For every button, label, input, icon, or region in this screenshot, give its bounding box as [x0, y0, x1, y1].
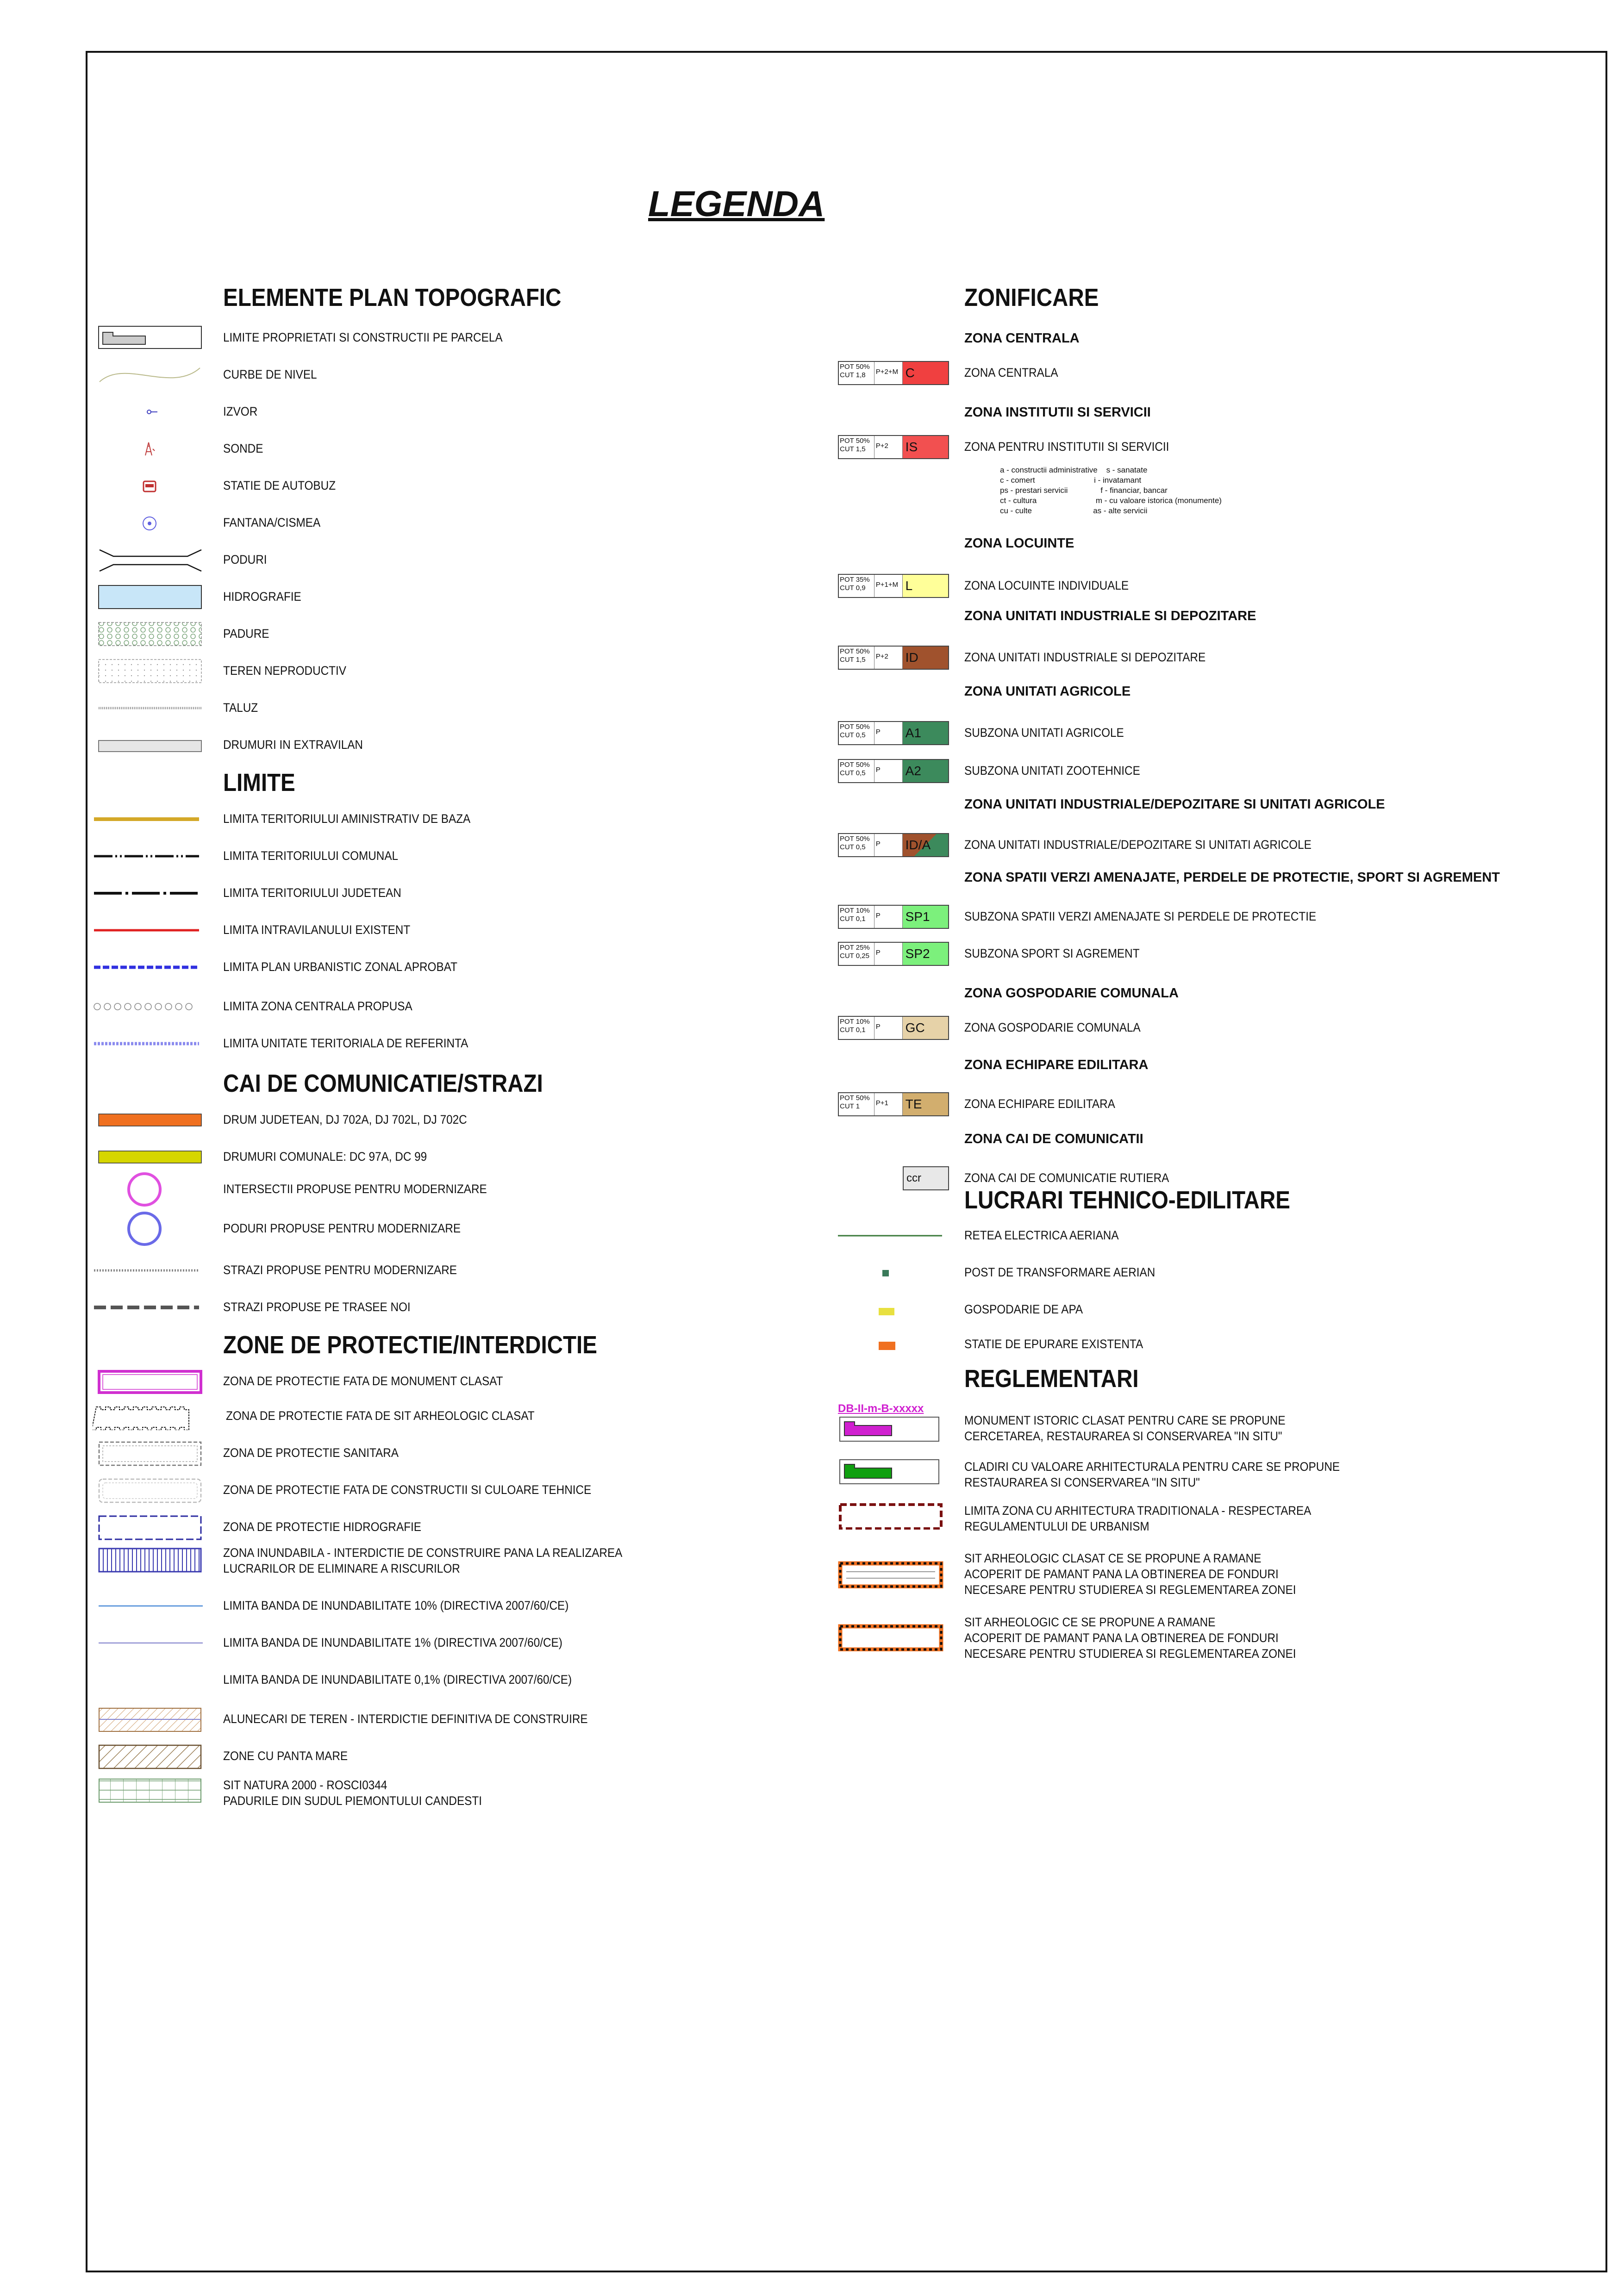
spring-icon [97, 398, 204, 426]
legend-label: CLADIRI CU VALOARE ARHITECTURALA PENTRU CARE SE PROPUNE [964, 1460, 1340, 1474]
legend-label: STATIE DE AUTOBUZ [223, 479, 336, 492]
legend-label-line2: REGULAMENTULUI DE URBANISM [964, 1519, 1149, 1533]
legend-label: SONDE [223, 442, 263, 455]
cut-value: CUT 1 [840, 1102, 860, 1110]
zone-indicators [839, 722, 874, 744]
height-regime: P+1 [874, 1093, 903, 1115]
zone-label: ZONA GOSPODARIE COMUNALA [964, 1020, 1141, 1034]
pot-value: POT 25% [840, 944, 870, 952]
zone-code: L [903, 575, 948, 597]
technical-corridor-icon [97, 1476, 204, 1504]
zone-label: SUBZONA UNITATI AGRICOLE [964, 726, 1124, 740]
legend-label: SIT NATURA 2000 - ROSCI0344 [223, 1778, 387, 1792]
heading-lucrari: LUCRARI TEHNICO-EDILITARE [964, 1186, 1290, 1214]
pot-value: POT 10% [840, 907, 870, 915]
zone-group-title: ZONA LOCUINTE [964, 536, 1074, 551]
zone-code: A1 [903, 722, 948, 744]
zone-indicators [839, 362, 874, 384]
zone-group-title: ZONA CAI DE COMUNICATII [964, 1132, 1143, 1146]
legend-label: ZONA INUNDABILA - INTERDICTIE DE CONSTRUIRE PANA LA REALIZAREA [223, 1546, 623, 1560]
landslide-icon [97, 1705, 204, 1733]
puz-limit-line-icon [93, 953, 199, 981]
classified-site-icon [838, 1561, 944, 1588]
zone-group-title: ZONA UNITATI INDUSTRIALE SI DEPOZITARE [964, 609, 1256, 623]
zone-group-title: ZONA ECHIPARE EDILITARA [964, 1058, 1149, 1072]
pot-value: POT 50% [840, 363, 870, 371]
legend-label: ZONA DE PROTECTIE SANITARA [223, 1446, 399, 1460]
legend-label: PADURE [223, 627, 269, 641]
legend-label: TEREN NEPRODUCTIV [223, 664, 346, 678]
legend-label: ALUNECARI DE TEREN - INTERDICTIE DEFINITIVA DE CONSTRUIRE [223, 1712, 588, 1726]
treatment-plant-icon [838, 1331, 944, 1358]
legend-label: ZONA DE PROTECTIE FATA DE MONUMENT CLASAT [223, 1374, 503, 1388]
cut-value: CUT 0,9 [840, 584, 866, 592]
power-line-icon [838, 1222, 944, 1250]
monument-protection-icon [97, 1368, 204, 1395]
zone-label: ZONA LOCUINTE INDIVIDUALE [964, 579, 1129, 592]
zone-code: ccr [904, 1167, 948, 1189]
oil-well-icon [97, 435, 204, 463]
zone-code: ID/A [903, 834, 948, 856]
legend-label: FANTANA/CISMEA [223, 516, 321, 529]
zone-code-box [838, 646, 949, 670]
zone-group-title: ZONA UNITATI AGRICOLE [964, 684, 1131, 699]
traditional-zone-icon [838, 1502, 944, 1530]
pot-value: POT 50% [840, 1094, 870, 1102]
service-code-note: cu - culte as - alte servicii [1000, 506, 1148, 515]
county-road-icon [97, 1106, 204, 1134]
zone-label: ZONA CAI DE COMUNICATIE RUTIERA [964, 1171, 1169, 1185]
legend-label: HIDROGRAFIE [223, 590, 301, 604]
zone-label: SUBZONA UNITATI ZOOTEHNICE [964, 764, 1140, 778]
service-code-note: c - comert i - invatamant [1000, 476, 1142, 485]
hydrography-icon [97, 583, 204, 611]
cut-value: CUT 1,5 [840, 445, 866, 453]
zone-code-box [838, 759, 949, 783]
steep-slope-icon [97, 1742, 204, 1770]
legend-label: LIMITA ZONA CENTRALA PROPUSA [223, 999, 412, 1013]
county-limit-line-icon [93, 879, 199, 907]
height-regime: P+2 [874, 436, 903, 458]
zone-group-title: ZONA INSTITUTII SI SERVICII [964, 405, 1151, 420]
legend-label: LIMITA ZONA CU ARHITECTURA TRADITIONALA - RESPECTAREA [964, 1504, 1312, 1518]
legend-title: LEGENDA [648, 183, 825, 224]
flood-10-line-icon [97, 1592, 204, 1620]
zone-group-title: ZONA CENTRALA [964, 331, 1080, 346]
sanitary-protection-icon [97, 1439, 204, 1467]
legend-label: PODURI PROPUSE PENTRU MODERNIZARE [223, 1221, 461, 1235]
unproductive-land-icon [97, 657, 204, 685]
legend-label: PODURI [223, 553, 267, 566]
cut-value: CUT 0,5 [840, 731, 866, 739]
cut-value: CUT 0,1 [840, 1026, 866, 1034]
legend-label: LIMITA PLAN URBANISTIC ZONAL APROBAT [223, 960, 457, 974]
cut-value: CUT 1,5 [840, 656, 866, 664]
service-code-note: a - constructii administrative s - sanatate [1000, 466, 1148, 474]
legend-label: SIT ARHEOLOGIC CE SE PROPUNE A RAMANE [964, 1615, 1216, 1629]
zone-indicators [839, 834, 874, 856]
zone-indicators [839, 943, 874, 965]
legend-label: DRUMURI COMUNALE: DC 97A, DC 99 [223, 1150, 427, 1164]
architectural-building-icon [838, 1458, 944, 1486]
height-regime: P+2 [874, 647, 903, 669]
zone-code: SP2 [903, 943, 948, 965]
legend-label: LIMITA BANDA DE INUNDABILITATE 0,1% (DIRECTIVA 2007/60/CE) [223, 1673, 572, 1686]
zone-code: GC [903, 1017, 948, 1039]
pot-value: POT 50% [840, 761, 870, 769]
slope-icon [97, 694, 204, 722]
legend-label-line2: CERCETAREA, RESTAURAREA SI CONSERVAREA "IN SITU" [964, 1429, 1282, 1443]
heading-zonificare: ZONIFICARE [964, 284, 1099, 311]
cut-value: CUT 1,8 [840, 371, 866, 379]
bridge-icon [97, 546, 204, 574]
legend-label: LIMITE PROPRIETATI SI CONSTRUCTII PE PARCELA [223, 330, 503, 344]
zone-indicators [839, 1093, 874, 1115]
commune-limit-line-icon [93, 842, 199, 870]
zone-group-title: ZONA UNITATI INDUSTRIALE/DEPOZITARE SI UNITATI AGRICOLE [964, 797, 1385, 812]
legend-label: STATIE DE EPURARE EXISTENTA [964, 1337, 1143, 1351]
legend-label-line3: NECESARE PENTRU STUDIEREA SI REGLEMENTAREA ZONEI [964, 1583, 1296, 1597]
pot-value: POT 10% [840, 1018, 870, 1026]
legend-label: ZONE CU PANTA MARE [223, 1749, 348, 1763]
cut-value: CUT 0,25 [840, 952, 869, 960]
legend-label: LIMITA TERITORIULUI AMINISTRATIV DE BAZA [223, 812, 471, 826]
zone-code: ID [903, 647, 948, 669]
zone-code-box [838, 435, 949, 459]
legend-label: DRUMURI IN EXTRAVILAN [223, 738, 363, 752]
transformer-icon [838, 1259, 944, 1287]
new-street-line-icon [93, 1294, 199, 1321]
legend-label-line2: PADURILE DIN SUDUL PIEMONTULUI CANDESTI [223, 1794, 482, 1808]
archaeological-site-icon [838, 1624, 944, 1651]
service-code-note: ct - cultura m - cu valoare istorica (monumente) [1000, 496, 1222, 505]
legend-label: STRAZI PROPUSE PENTRU MODERNIZARE [223, 1263, 457, 1277]
intersection-circle-icon [97, 1171, 204, 1208]
legend-label-line3: NECESARE PENTRU STUDIEREA SI REGLEMENTAREA ZONEI [964, 1647, 1296, 1661]
legend-label: DRUM JUDETEAN, DJ 702A, DJ 702L, DJ 702C [223, 1113, 467, 1126]
cut-value: CUT 0,5 [840, 843, 866, 851]
legend-label: LIMITA BANDA DE INUNDABILITATE 1% (DIRECTIVA 2007/60/CE) [223, 1636, 562, 1649]
zone-indicators [839, 760, 874, 782]
legend-label: STRAZI PROPUSE PE TRASEE NOI [223, 1300, 411, 1314]
zone-indicators [839, 1017, 874, 1039]
zone-label: ZONA CENTRALA [964, 366, 1058, 380]
zone-indicators [839, 436, 874, 458]
cut-value: CUT 0,5 [840, 769, 866, 777]
legend-label: INTERSECTII PROPUSE PENTRU MODERNIZARE [223, 1182, 487, 1196]
zone-label: ZONA ECHIPARE EDILITARA [964, 1097, 1115, 1111]
bus-stop-icon [97, 472, 204, 500]
hydro-protection-icon [97, 1513, 204, 1541]
height-regime: P [874, 760, 903, 782]
zone-code-box [838, 905, 949, 929]
legend-label: LIMITA TERITORIULUI COMUNAL [223, 849, 399, 863]
legend-label: SIT ARHEOLOGIC CLASAT CE SE PROPUNE A RAMANE [964, 1551, 1262, 1565]
legend-label: TALUZ [223, 701, 258, 715]
rural-road-icon [97, 731, 204, 759]
legend-label: ZONA DE PROTECTIE FATA DE SIT ARHEOLOGIC CLASAT [226, 1409, 535, 1423]
zone-indicators [839, 647, 874, 669]
zone-code-box [838, 721, 949, 745]
monument-code: DB-II-m-B-xxxxx [838, 1402, 924, 1415]
zone-indicators [839, 906, 874, 928]
natura2000-icon [97, 1776, 204, 1804]
zone-code-box [838, 361, 949, 385]
legend-label: GOSPODARIE DE APA [964, 1302, 1083, 1316]
archaeological-protection-icon [93, 1402, 199, 1430]
monument-icon [838, 1415, 944, 1443]
zone-indicators [839, 575, 874, 597]
zone-label: ZONA UNITATI INDUSTRIALE SI DEPOZITARE [964, 650, 1206, 664]
legend-label: LIMITA TERITORIULUI JUDETEAN [223, 886, 401, 900]
legend-label-line2: ACOPERIT DE PAMANT PANA LA OBTINEREA DE FONDURI [964, 1631, 1279, 1645]
height-regime: P+2+M [874, 362, 903, 384]
water-facility-icon [838, 1296, 944, 1324]
forest-icon [97, 620, 204, 648]
heading-limite: LIMITE [223, 769, 295, 796]
flood-1-line-icon [97, 1629, 204, 1657]
zone-group-title: ZONA GOSPODARIE COMUNALA [964, 986, 1179, 1001]
legend-label-line2: ACOPERIT DE PAMANT PANA LA OBTINEREA DE FONDURI [964, 1567, 1279, 1581]
legend-label-line2: LUCRARILOR DE ELIMINARE A RISCURILOR [223, 1562, 460, 1575]
legend-label: POST DE TRANSFORMARE AERIAN [964, 1265, 1156, 1279]
height-regime: P+1+M [874, 575, 903, 597]
legend-label: LIMITA INTRAVILANULUI EXISTENT [223, 923, 411, 937]
zone-code-box [838, 942, 949, 966]
flood-zone-icon [97, 1546, 204, 1574]
legend-label: ZONA DE PROTECTIE HIDROGRAFIE [223, 1520, 421, 1534]
commune-road-icon [97, 1143, 204, 1171]
zone-code: C [903, 362, 948, 384]
parcel-boundary-icon [97, 324, 204, 352]
contour-line-icon [97, 361, 204, 389]
pot-value: POT 50% [840, 437, 870, 445]
street-modernize-line-icon [93, 1257, 199, 1284]
heading-reglementari: REGLEMENTARI [964, 1365, 1139, 1393]
zone-label: ZONA PENTRU INSTITUTII SI SERVICII [964, 440, 1169, 454]
zone-code-box [838, 1016, 949, 1040]
zone-code-box [838, 833, 949, 857]
zone-code-box [838, 574, 949, 598]
pot-value: POT 50% [840, 723, 870, 731]
height-regime: P [874, 943, 903, 965]
legend-label: LIMITA UNITATE TERITORIALA DE REFERINTA [223, 1036, 468, 1050]
height-regime: P [874, 834, 903, 856]
bridge-circle-icon [97, 1210, 204, 1247]
flood-01-line-icon [97, 1666, 204, 1694]
zone-code-box [838, 1092, 949, 1116]
legend-label: ZONA DE PROTECTIE FATA DE CONSTRUCTII SI CULOARE TEHNICE [223, 1483, 592, 1497]
height-regime: P [874, 906, 903, 928]
zone-label: ZONA UNITATI INDUSTRIALE/DEPOZITARE SI UNITATI AGRICOLE [964, 838, 1312, 852]
pot-value: POT 50% [840, 647, 870, 655]
utr-limit-line-icon [93, 1030, 199, 1058]
heading-cai: CAI DE COMUNICATIE/STRAZI [223, 1070, 543, 1097]
zone-label: SUBZONA SPATII VERZI AMENAJATE SI PERDELE DE PROTECTIE [964, 909, 1317, 923]
heading-topo: ELEMENTE PLAN TOPOGRAFIC [223, 284, 562, 311]
zone-code-box [903, 1166, 949, 1190]
cut-value: CUT 0,1 [840, 915, 866, 923]
height-regime: P [874, 1017, 903, 1039]
legend-label: RETEA ELECTRICA AERIANA [964, 1228, 1119, 1242]
admin-limit-line-icon [93, 805, 199, 833]
zone-code: SP1 [903, 906, 948, 928]
legend-label: LIMITA BANDA DE INUNDABILITATE 10% (DIRECTIVA 2007/60/CE) [223, 1599, 569, 1612]
zone-code: A2 [903, 760, 948, 782]
legend-label: CURBE DE NIVEL [223, 367, 317, 381]
zone-code: IS [903, 436, 948, 458]
pot-value: POT 50% [840, 835, 870, 843]
zone-group-title: ZONA SPATII VERZI AMENAJATE, PERDELE DE PROTECTIE, SPORT SI AGREMENT [964, 870, 1500, 885]
zone-code: TE [903, 1093, 948, 1115]
legend-label: IZVOR [223, 404, 258, 418]
central-zone-limit-line-icon [93, 993, 199, 1020]
well-icon [97, 509, 204, 537]
legend-label-line2: RESTAURAREA SI CONSERVAREA "IN SITU" [964, 1475, 1200, 1489]
legend-label: MONUMENT ISTORIC CLASAT PENTRU CARE SE PROPUNE [964, 1413, 1286, 1427]
service-code-note: ps - prestari servicii f - financiar, bancar [1000, 486, 1168, 495]
zone-label: SUBZONA SPORT SI AGREMENT [964, 946, 1140, 960]
built-area-limit-line-icon [93, 916, 199, 944]
heading-protectie: ZONE DE PROTECTIE/INTERDICTIE [223, 1331, 597, 1359]
height-regime: P [874, 722, 903, 744]
pot-value: POT 35% [840, 576, 870, 584]
